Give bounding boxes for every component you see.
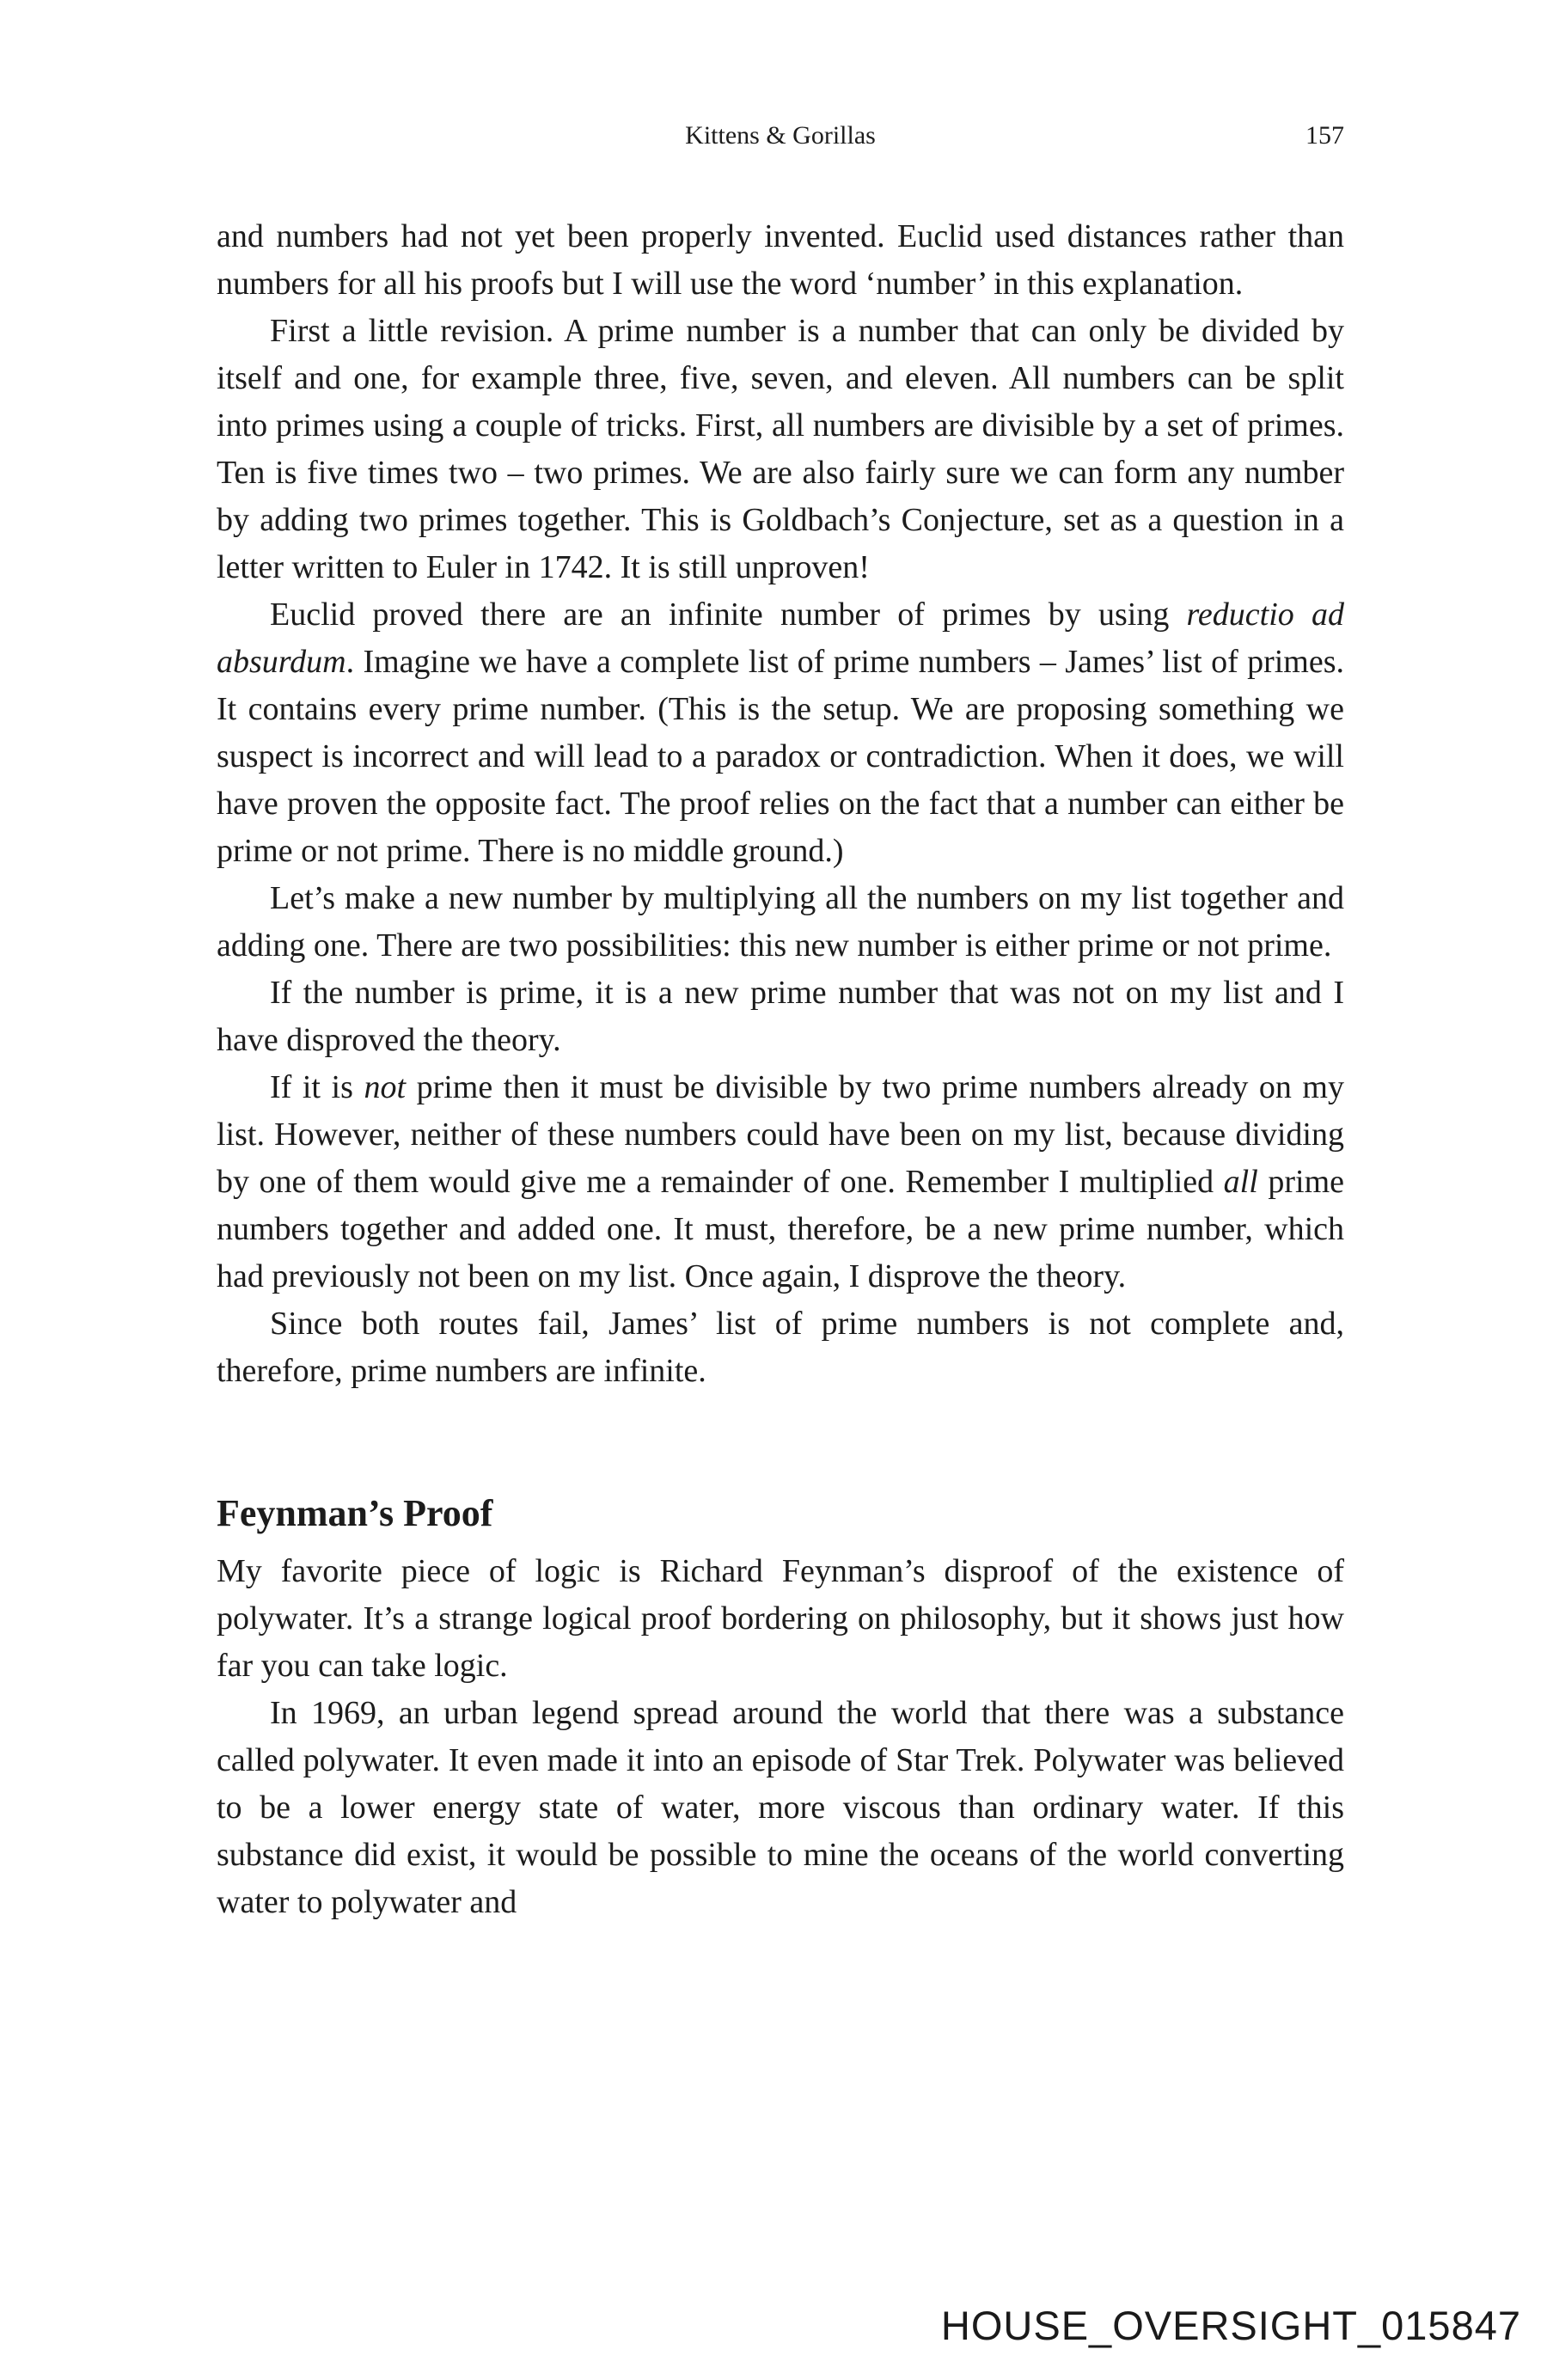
- text-segment: Since both routes fail, James’ list of prime numbers is not complete and, therefore, prime numbers are infinite.: [217, 1306, 1344, 1389]
- page-body: [217, 213, 1344, 1926]
- page-number: 157: [1305, 121, 1344, 150]
- text-segment: prime then it must be divisible by two prime numbers already on my list. However, neither of these numbers could have been on my list, because dividing by one of them would give me a remainder of one. Remember I multiplied: [217, 1069, 1344, 1200]
- paragraph: [217, 875, 1344, 970]
- text-segment: If it is: [270, 1069, 364, 1105]
- paragraph: [217, 970, 1344, 1064]
- section-heading: Feynman’s Proof: [217, 1492, 493, 1534]
- text-segment: My favorite piece of logic is Richard Feynman’s disproof of the existence of polywater. It’s a strange logical proof bordering on philosophy, but it shows just how far you can take logic.: [217, 1553, 1344, 1684]
- italic-text-segment: all: [1223, 1164, 1258, 1200]
- text-segment: and numbers had not yet been properly invented. Euclid used distances rather than numbers for all his proofs but I will use the word ‘number’ in this explanation.: [217, 218, 1344, 302]
- text-segment: In 1969, an urban legend spread around the world that there was a substance called polywater. It even made it into an episode of Star Trek. Polywater was believed to be a lower energy state of water, more viscous than ordinary water. If this substance did exist, it would be possible to mine the oceans of the world converting water to polywater and: [217, 1695, 1344, 1920]
- text-segment: If the number is prime, it is a new prime number that was not on my list and I have disproved the theory.: [217, 975, 1344, 1058]
- paragraph: [217, 213, 1344, 308]
- text-segment: . Imagine we have a complete list of prime numbers – James’ list of primes. It contains every prime number. (This is the setup. We are proposing something we suspect is incorrect and will lead to a paradox or contradiction. When it does, we will have proven the opposite fact. The proof relies on the fact that a number can either be prime or not prime. There is no middle ground.): [217, 644, 1344, 869]
- text-column: [217, 120, 1344, 1926]
- text-segment: prime numbers together and added one. It must, therefore, be a new prime number, which had previously not been on my list. Once again, I disprove the theory.: [217, 1164, 1344, 1294]
- bates-stamp-watermark: HOUSE_OVERSIGHT_015847: [940, 2303, 1521, 2348]
- paragraph: [217, 1548, 1344, 1690]
- paragraph: [217, 1690, 1344, 1926]
- italic-text-segment: reductio ad absurdum: [217, 597, 1344, 680]
- page-header: [217, 120, 1344, 151]
- running-title: Kittens & Gorillas: [685, 121, 876, 150]
- text-segment: Euclid proved there are an infinite number of primes by using: [270, 597, 1187, 633]
- paragraph: [217, 1300, 1344, 1395]
- text-segment: Let’s make a new number by multiplying all the numbers on my list together and adding one. There are two possibilities: this new number is either prime or not prime.: [217, 880, 1344, 964]
- paragraph: [217, 591, 1344, 875]
- paragraph: [217, 1064, 1344, 1300]
- paragraph: [217, 308, 1344, 591]
- italic-text-segment: not: [364, 1069, 407, 1105]
- text-segment: First a little revision. A prime number is a number that can only be divided by itself and one, for example three, five, seven, and eleven. All numbers can be split into primes using a couple of tricks. First, all numbers are divisible by a set of primes. Ten is five times two – two primes. We are also fairly sure we can form any number by adding two primes together. This is Goldbach’s Conjecture, set as a question in a letter written to Euler in 1742. It is still unproven!: [217, 313, 1344, 585]
